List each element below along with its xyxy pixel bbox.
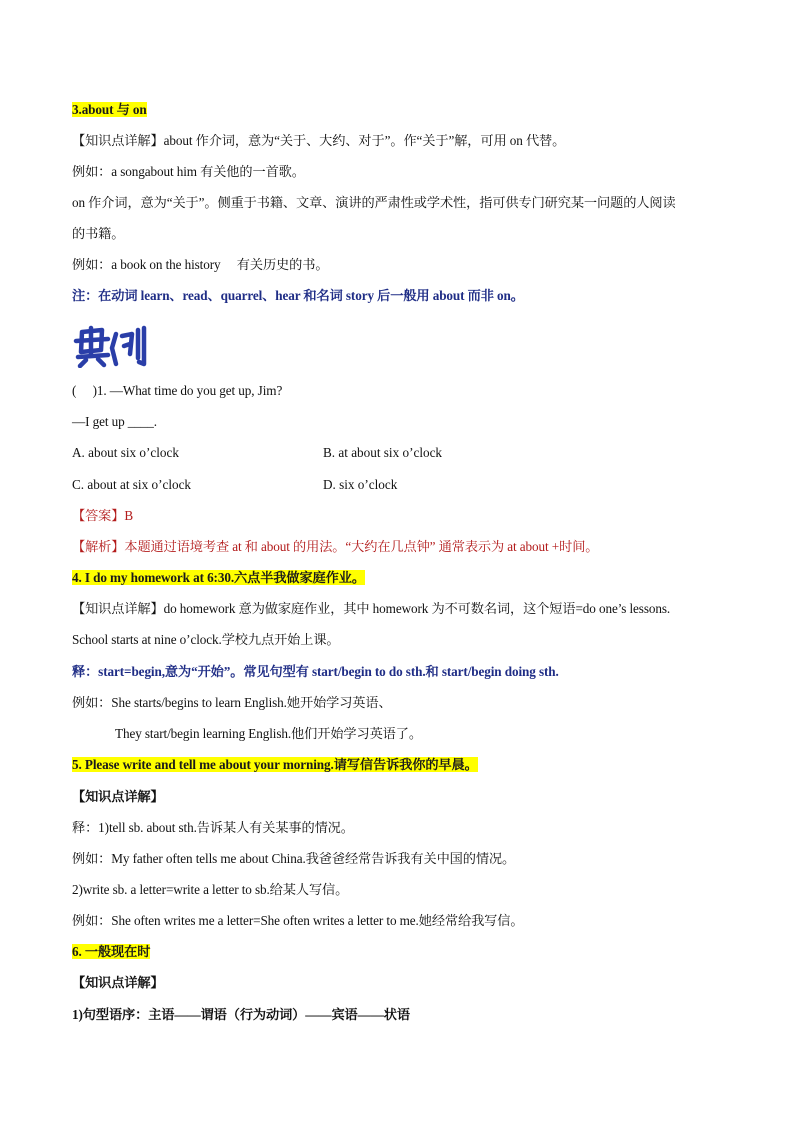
- section3-paragraph1: [72, 132, 565, 150]
- section5-label: 【知识点详解】: [72, 789, 164, 804]
- section6-label: 【知识点详解】: [72, 975, 164, 990]
- option-b: B. at about six o’clock: [323, 445, 443, 460]
- exercise-question: ( )1. —What time do you get up, Jim?: [72, 383, 283, 398]
- analysis-row: [72, 538, 598, 556]
- option-c: C. about at six o’clock: [72, 477, 192, 492]
- section5-paragraph1: 释：1)tell sb. about sth.告诉某人有关某事的情况。: [72, 820, 354, 835]
- section5-heading: [72, 756, 478, 774]
- answer-value: B: [124, 508, 134, 523]
- analysis-text: 本题通过语境考查 at 和 about 的用法。: [124, 539, 346, 554]
- knowledge-label: 【知识点详解】: [72, 601, 164, 616]
- section6-paragraph1: 1)句型语序：主语——谓语（行为动词）——宾语——状语: [72, 1007, 410, 1022]
- section4-note: 释：start=begin,意为“开始”。常见句型有 start/begin to do sth.和 start/begin doing sth.: [72, 664, 559, 679]
- section5-heading-text: 5. Please write and tell me about your morning.请写信告诉我你的早晨。: [72, 757, 478, 772]
- analysis-label: 【解析】: [72, 539, 125, 554]
- section3-note: 注：在动词 learn、read、quarrel、hear 和名词 story 后一般用 about 而非 on。: [72, 288, 524, 303]
- analysis-tail: 通常表示为 at about +时间。: [438, 539, 599, 554]
- section3-heading: [72, 101, 147, 119]
- answer-row: [72, 507, 133, 525]
- section4-example2: They start/begin learning English.他们开始学习英语了。: [115, 726, 422, 741]
- section6-heading-text: 6. 一般现在时: [72, 944, 151, 959]
- knowledge-label: 【知识点详解】: [72, 133, 164, 148]
- option-a: A. about six o’clock: [72, 445, 179, 460]
- section3-example1: 例如：a songabout him 有关他的一首歌。: [72, 164, 305, 179]
- section4-heading-text: 4. I do my homework at 6:30.六点半我做家庭作业。: [72, 570, 365, 585]
- answer-label: 【答案】: [72, 508, 125, 523]
- example-logo-icon: [72, 324, 150, 368]
- section4-paragraph1: [72, 600, 670, 618]
- section5-example2: 例如：She often writes me a letter=She often writes a letter to me.她经常给我写信。: [72, 913, 524, 928]
- section4-example1: 例如：She starts/begins to learn English.她开始学习英语、: [72, 695, 392, 710]
- section3-paragraph3a: on 作介词，意为“关于”。侧重于书籍、文章、演讲的严肃性或学术性，指可供专门研究某一问题的人阅读: [72, 195, 676, 210]
- section4-paragraph1-text: do homework 意为做家庭作业，其中 homework 为不可数名词，这个短语=do one’s lessons.: [163, 601, 671, 616]
- analysis-highlight: “大约在几点钟”: [345, 539, 436, 554]
- exercise-answer-line: —I get up ____.: [72, 414, 157, 429]
- option-d: D. six o’clock: [323, 477, 398, 492]
- section5-paragraph2: 2)write sb. a letter=write a letter to sb.给某人写信。: [72, 882, 349, 897]
- section4-heading: [72, 569, 365, 587]
- section3-heading-text: 3.about 与 on: [72, 102, 147, 117]
- section4-paragraph2: School starts at nine o’clock.学校九点开始上课。: [72, 632, 340, 647]
- section3-paragraph1-text: about 作介词，意为“关于、大约、对于”。作“关于”解，可用 on 代替。: [163, 133, 566, 148]
- section3-example2: 例如：a book on the history 有关历史的书。: [72, 257, 329, 272]
- section5-example1: 例如：My father often tells me about China.我爸爸经常告诉我有关中国的情况。: [72, 851, 516, 866]
- section6-heading: [72, 943, 150, 961]
- section3-paragraph3b: 的书籍。: [72, 226, 125, 241]
